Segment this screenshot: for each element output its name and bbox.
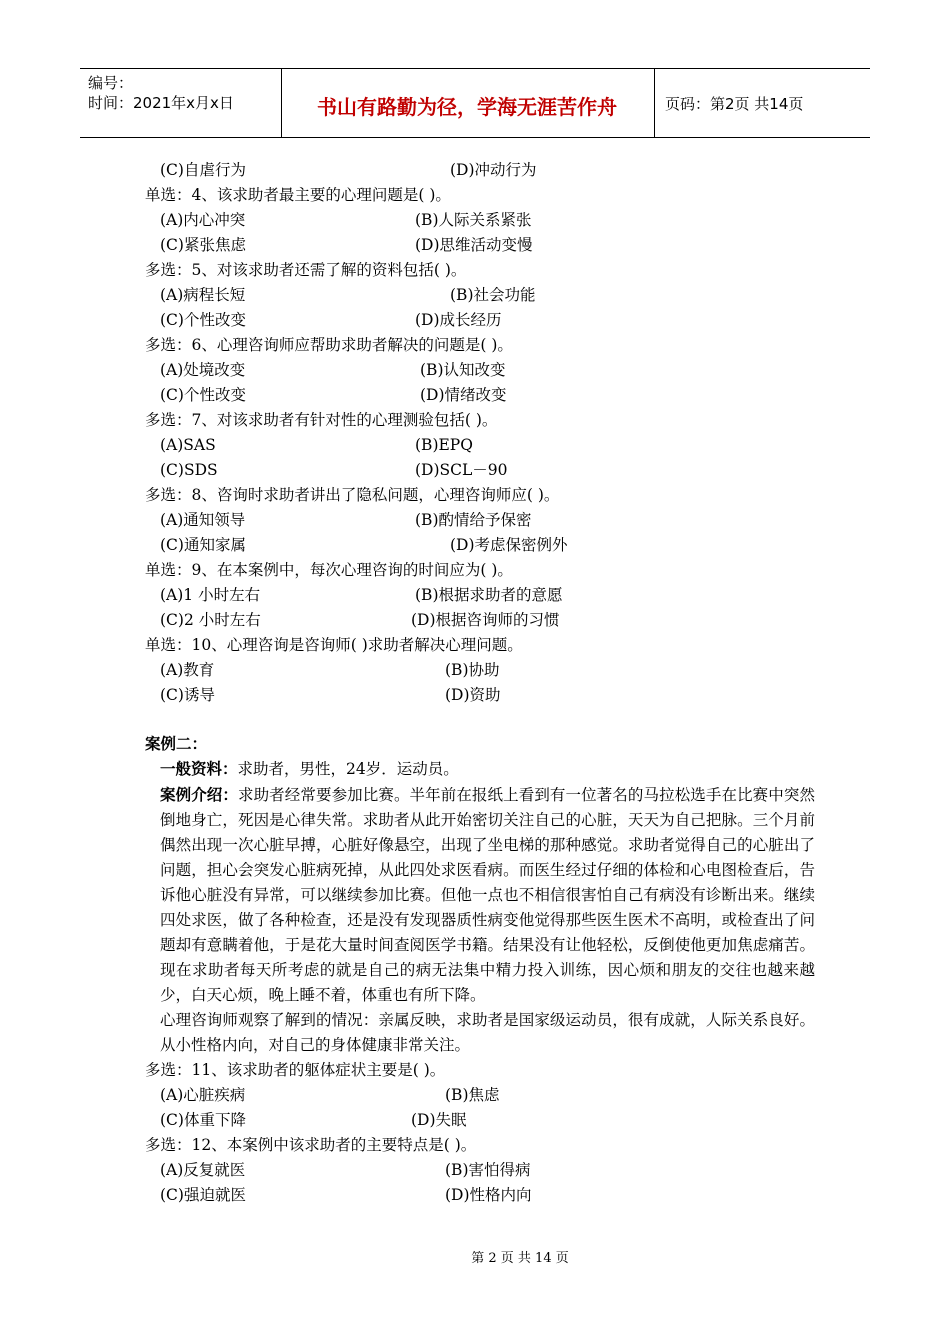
option-c: (C)自虐行为 (160, 161, 246, 179)
option-c: (C)诱导 (160, 686, 215, 704)
option-b: (B)协助 (445, 661, 500, 679)
option-b: (B)认知改变 (420, 361, 506, 379)
question-stem: 多选：12、本案例中该求助者的主要特点是( )。 (145, 1136, 477, 1154)
general-info (145, 756, 815, 782)
option-b: (B)焦虑 (445, 1086, 500, 1104)
section-gap (145, 708, 815, 731)
page-header (80, 68, 870, 138)
question-stem: 多选：5、对该求助者还需了解的资料包括( )。 (145, 261, 467, 279)
option-b: (B)害怕得病 (445, 1161, 531, 1179)
option-b: (B)酌情给予保密 (415, 511, 532, 529)
general-info-text: 求助者，男性，24岁．运动员。 (237, 760, 459, 778)
option-d: (D)SCL－90 (415, 461, 508, 479)
option-c: (C)强迫就医 (160, 1186, 246, 1204)
option-row (145, 208, 815, 233)
option-d: (D)思维活动变慢 (415, 236, 533, 254)
option-d: (D)情绪改变 (420, 386, 507, 404)
question-stem: 单选：9、在本案例中，每次心理咨询的时间应为( )。 (145, 561, 513, 579)
option-row (145, 233, 815, 258)
option-row (145, 1158, 815, 1183)
header-meta (88, 73, 234, 113)
question-stem: 多选：11、该求助者的躯体症状主要是( )。 (145, 1061, 446, 1079)
option-a: (A)通知领导 (160, 511, 246, 529)
time-label: 时间：2021年x月x日 (88, 94, 234, 112)
option-b: (B)EPQ (415, 436, 473, 454)
option-a: (A)病程长短 (160, 286, 246, 304)
option-row (145, 308, 815, 333)
page-footer: 第 2 页 共 14 页 (471, 1251, 569, 1266)
option-row (145, 358, 815, 383)
option-d: (D)冲动行为 (450, 161, 537, 179)
option-row (145, 658, 815, 683)
question-stem: 单选：4、该求助者最主要的心理问题是( )。 (145, 186, 451, 204)
option-c: (C)通知家属 (160, 536, 246, 554)
option-row (145, 433, 815, 458)
header-page-label: 页码：第2页 共14页 (665, 95, 804, 113)
option-d: (D)性格内向 (445, 1186, 532, 1204)
observation: 心理咨询师观察了解到的情况：亲属反映，求助者是国家级运动员，很有成就，人际关系良好。从小性格内向，对自己的身体健康非常关注。 (160, 1011, 815, 1054)
question-stem: 单选：10、心理咨询是咨询师( )求助者解决心理问题。 (145, 636, 523, 654)
case-intro (145, 782, 815, 1008)
option-row (145, 283, 815, 308)
option-d: (D)根据咨询师的习惯 (411, 611, 560, 629)
option-c: (C)紧张焦虑 (160, 236, 246, 254)
option-row (145, 1108, 815, 1133)
case-intro-text: 求助者经常要参加比赛。半年前在报纸上看到有一位著名的马拉松选手在比赛中突然倒地身亡，死因是心律失常。求助者从此开始密切关注自己的心脏，天天为自己把脉。三个月前偶然出现一次心脏早搏，心脏好像悬空，出现了坐电梯的那种感觉。求助者觉得自己的心脏出了问题，担心会突发心脏病死掉，从此四处求医看病。而医生经过仔细的体检和心电图检查后，告诉他心脏没有异常，可以继续参加比赛。但他一点也不相信很害怕自己有病没有诊断出来。继续四处求医，做了各种检查，还是没有发现器质性病变他觉得那些医生医术不高明，或检查出了问题却有意瞒着他，于是花大量时间查阅医学书籍。结果没有让他轻松，反倒使他更加焦虑痛苦。现在求助者每天所考虑的就是自己的病无法集中精力投入训练，因心烦和朋友的交往也越来越少，白天心烦，晚上睡不着，体重也有所下降。 (160, 786, 815, 1004)
option-a: (A)教育 (160, 661, 215, 679)
option-b: (B)人际关系紧张 (415, 211, 532, 229)
option-c: (C)个性改变 (160, 311, 246, 329)
option-row (145, 1183, 815, 1208)
option-a: (A)反复就医 (160, 1161, 246, 1179)
option-c: (C)体重下降 (160, 1111, 246, 1129)
general-info-label: 一般资料： (160, 759, 238, 778)
option-d: (D)考虑保密例外 (450, 536, 568, 554)
question-stem: 多选：6、心理咨询师应帮助求助者解决的问题是( )。 (145, 336, 513, 354)
case-title-text: 案例二： (145, 734, 208, 753)
serial-label: 编号： (88, 74, 134, 92)
document-body (145, 158, 815, 1208)
case-intro-label: 案例介绍： (160, 785, 238, 804)
header-divider (654, 69, 655, 137)
question-stem: 多选：8、咨询时求助者讲出了隐私问题，心理咨询师应( )。 (145, 486, 560, 504)
question-stem: 多选：7、对该求助者有针对性的心理测验包括( )。 (145, 411, 498, 429)
option-row (145, 533, 815, 558)
option-a: (A)心脏疾病 (160, 1086, 246, 1104)
option-b: (B)根据求助者的意愿 (415, 586, 563, 604)
option-a: (A)1 小时左右 (160, 586, 261, 604)
option-c: (C)个性改变 (160, 386, 246, 404)
option-row (145, 508, 815, 533)
option-c: (C)2 小时左右 (160, 611, 261, 629)
option-a: (A)SAS (160, 436, 216, 454)
option-row (145, 383, 815, 408)
case-title (145, 731, 815, 756)
option-row (145, 158, 815, 183)
option-row (145, 583, 815, 608)
option-row (145, 458, 815, 483)
option-row (145, 608, 815, 633)
option-a: (A)处境改变 (160, 361, 246, 379)
option-a: (A)内心冲突 (160, 211, 246, 229)
option-d: (D)资助 (445, 686, 501, 704)
option-c: (C)SDS (160, 461, 218, 479)
option-b: (B)社会功能 (450, 286, 536, 304)
header-motto: 书山有路勤为径，学海无涯苦作舟 (317, 95, 617, 119)
option-d: (D)失眠 (411, 1111, 467, 1129)
option-row (145, 1083, 815, 1108)
option-row (145, 683, 815, 708)
option-d: (D)成长经历 (415, 311, 502, 329)
